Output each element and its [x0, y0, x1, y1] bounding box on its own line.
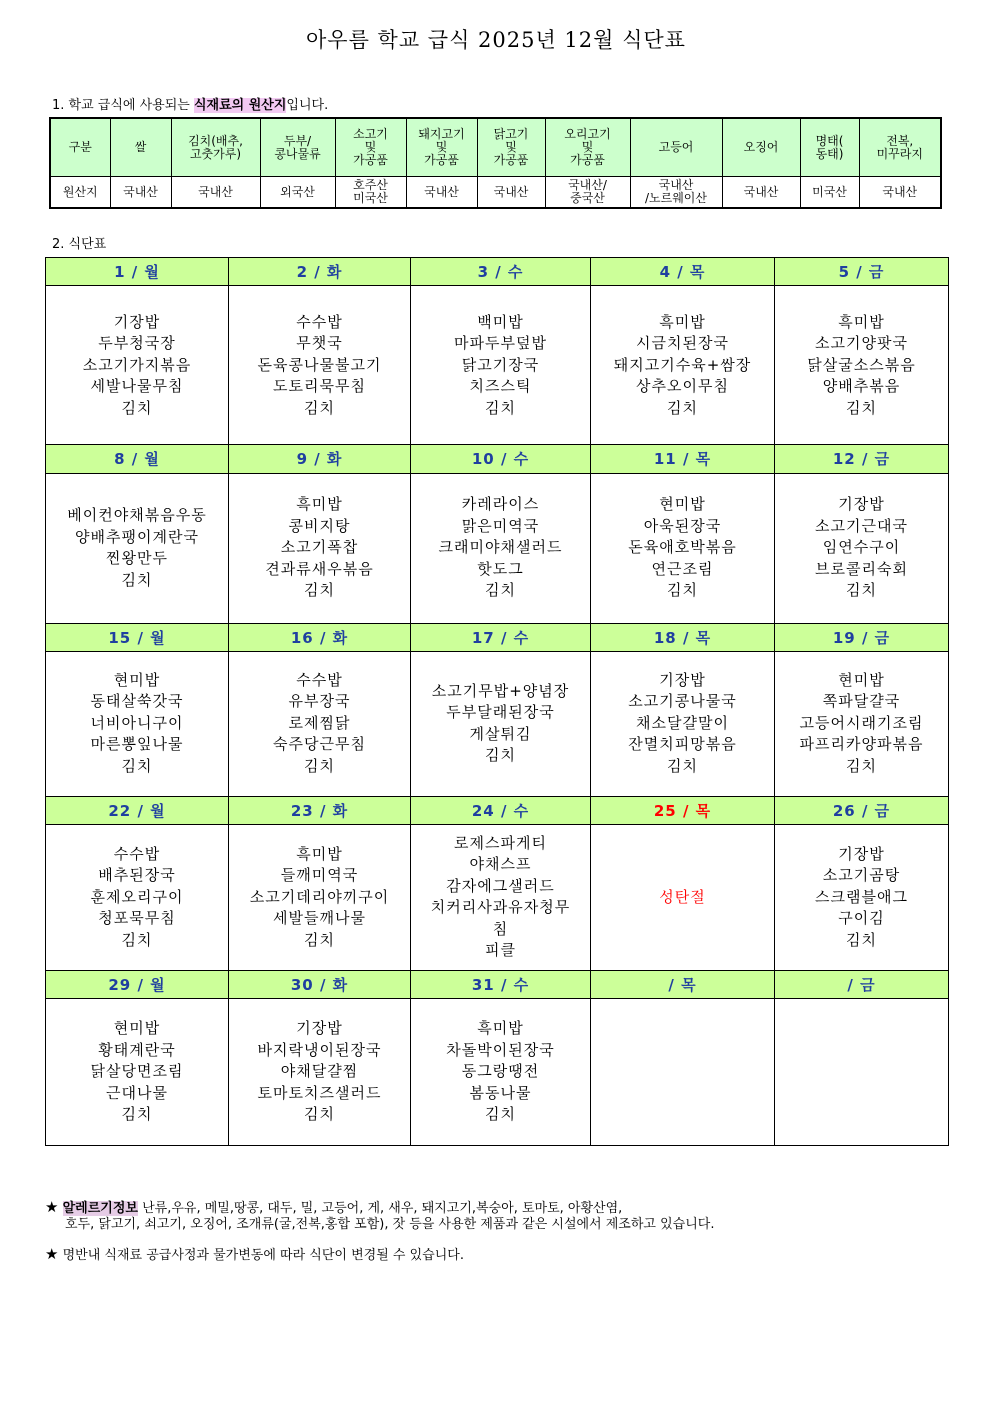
allergy-label: 알레르기정보 — [62, 1201, 138, 1216]
origin-value-cell: 국내산 — [406, 177, 477, 209]
menu-item: 로제찜닭 — [288, 713, 351, 732]
origin-heading-prefix: 1. 학교 급식에 사용되는 — [52, 98, 194, 113]
menu-cell — [229, 824, 411, 970]
menu-item: 소고기폭찹 — [280, 538, 359, 557]
menu-item: 너비아니구이 — [90, 713, 184, 732]
day-label: 30 / 화 — [229, 970, 411, 998]
menu-cell — [591, 824, 775, 970]
menu-item: 현미밥 — [838, 670, 885, 689]
menu-item: 김치 — [304, 756, 335, 775]
menu-item: 양배추팽이계란국 — [75, 527, 199, 546]
day-label: 29 / 월 — [46, 970, 229, 998]
menu-item: 기장밥 — [113, 312, 161, 331]
origin-value-cell: 국내산 /노르웨이산 — [630, 177, 722, 209]
menu-item: 게살튀김 — [469, 724, 532, 743]
origin-value-cell: 국내산 — [859, 177, 941, 209]
menu-item: 수수밥 — [296, 312, 343, 331]
menu-row — [46, 286, 949, 445]
day-label: 12 / 금 — [775, 445, 949, 473]
menu-item: 김치 — [846, 581, 877, 600]
page-title: 아우름 학교 급식 2025년 12월 식단표 — [306, 28, 686, 52]
origin-heading-highlight: 식재료의 원산지 — [193, 98, 287, 113]
menu-item: 채소달걀말이 — [636, 713, 729, 732]
menu-item: 임연수구이 — [822, 538, 901, 557]
menu-item: 마른뽕잎나물 — [90, 735, 184, 754]
day-label: 10 / 수 — [411, 445, 591, 473]
menu-item: 야채달걀찜 — [280, 1062, 359, 1081]
menu-cell — [229, 473, 411, 623]
menu-item: 흑미밥 — [838, 312, 885, 331]
day-label: 19 / 금 — [775, 623, 949, 651]
origin-value-cell: 국내산 — [110, 177, 171, 209]
day-label-row — [46, 796, 949, 824]
menu-item: 소고기가지볶음 — [82, 355, 192, 374]
menu-item: 피클 — [485, 941, 516, 960]
menu-item: 기장밥 — [659, 670, 706, 689]
origin-header-row — [50, 118, 941, 177]
allergy-note — [45, 1199, 714, 1233]
origin-value-cell: 국내산 — [171, 177, 260, 209]
origin-header-cell: 두부/ 콩나물류 — [260, 118, 335, 177]
menu-item: 김치 — [121, 398, 153, 417]
menu-item: 기장밥 — [838, 495, 885, 514]
origin-section-heading — [52, 94, 328, 113]
menu-item: 김치 — [121, 930, 153, 949]
origin-header-cell: 오징어 — [722, 118, 800, 177]
day-label: 9 / 화 — [229, 445, 411, 473]
menu-item: 소고기근대국 — [815, 516, 908, 535]
day-label: / 금 — [775, 970, 949, 998]
menu-item: 김치 — [846, 398, 877, 417]
menu-cell — [775, 824, 949, 970]
origin-value-row — [50, 177, 941, 209]
menu-item: 브로콜리숙회 — [815, 559, 908, 578]
origin-header-cell: 쌀 — [110, 118, 171, 177]
menu-item: 치커리사과유자청무 침 — [430, 898, 571, 938]
menu-item: 훈제오리구이 — [90, 887, 184, 906]
menu-row — [46, 651, 949, 796]
menu-item: 김치 — [121, 570, 153, 589]
menu-item: 돼지고기수육+쌈장 — [613, 355, 752, 374]
menu-item: 김치 — [304, 1105, 335, 1124]
origin-header-cell: 김치(배추, 고춧가루) — [171, 118, 260, 177]
day-label: 2 / 화 — [229, 258, 411, 286]
menu-item: 차돌박이된장국 — [446, 1040, 555, 1059]
menu-table — [45, 257, 949, 1146]
star-icon: ★ — [45, 1198, 59, 1216]
menu-item: 봄동나물 — [469, 1083, 532, 1102]
menu-item: 시금치된장국 — [636, 334, 729, 353]
menu-item: 카레라이스 — [461, 495, 540, 514]
origin-header-cell: 구분 — [50, 118, 110, 177]
menu-item: 잔멸치피망볶음 — [628, 735, 737, 754]
origin-value-cell: 국내산/ 중국산 — [545, 177, 630, 209]
menu-item: 스크램블애그 — [815, 887, 908, 906]
menu-section-heading: 2. 식단표 — [52, 237, 107, 252]
menu-item: 두부달래된장국 — [446, 703, 555, 722]
menu-item: 마파두부덮밥 — [454, 334, 547, 353]
menu-item: 김치 — [485, 581, 516, 600]
menu-item: 핫도그 — [477, 559, 524, 578]
menu-item: 들깨미역국 — [280, 866, 359, 885]
menu-item: 맑은미역국 — [461, 516, 540, 535]
menu-cell — [229, 999, 411, 1146]
menu-item: 김치 — [846, 756, 877, 775]
menu-cell — [591, 651, 775, 796]
menu-cell — [46, 286, 229, 445]
day-label: 23 / 화 — [229, 796, 411, 824]
menu-item: 두부청국장 — [98, 334, 176, 353]
day-label-row — [46, 445, 949, 473]
menu-item: 돈육애호박볶음 — [628, 538, 737, 557]
day-label-row — [46, 623, 949, 651]
menu-item: 소고기양팟국 — [815, 334, 908, 353]
menu-item: 구이김 — [838, 909, 885, 928]
menu-item: 김치 — [121, 1105, 153, 1124]
menu-cell — [411, 651, 591, 796]
day-label: 18 / 목 — [591, 623, 775, 651]
menu-item: 김치 — [304, 581, 335, 600]
menu-item: 소고기콩나물국 — [628, 692, 737, 711]
menu-cell — [46, 651, 229, 796]
origin-value-cell: 미국산 — [800, 177, 859, 209]
menu-item: 김치 — [667, 756, 698, 775]
menu-item: 야채스프 — [469, 855, 532, 874]
menu-item: 닭살굴소스볶음 — [807, 355, 916, 374]
menu-item: 유부장국 — [288, 692, 351, 711]
menu-item: 닭고기장국 — [461, 355, 540, 374]
menu-item: 기장밥 — [838, 844, 885, 863]
menu-item: 고등어시래기조림 — [799, 713, 924, 732]
day-label: 17 / 수 — [411, 623, 591, 651]
day-label: 24 / 수 — [411, 796, 591, 824]
menu-item: 콩비지탕 — [288, 516, 351, 535]
menu-item: 찐왕만두 — [106, 549, 168, 568]
menu-item: 수수밥 — [113, 844, 161, 863]
menu-item: 로제스파게티 — [454, 833, 547, 852]
menu-cell — [775, 473, 949, 623]
menu-cell — [411, 286, 591, 445]
origin-value-cell: 외국산 — [260, 177, 335, 209]
menu-item: 감자에그샐러드 — [446, 876, 555, 895]
menu-item: 흑미밥 — [659, 312, 706, 331]
origin-header-cell: 고등어 — [630, 118, 722, 177]
menu-item: 쪽파달걀국 — [822, 692, 901, 711]
origin-header-cell: 전복, 미꾸라지 — [859, 118, 941, 177]
menu-cell — [46, 824, 229, 970]
menu-item: 김치 — [846, 930, 877, 949]
menu-item: 상추오이무침 — [636, 377, 729, 396]
origin-header-cell: 명태( 동태) — [800, 118, 859, 177]
menu-item: 현미밥 — [659, 495, 706, 514]
origin-value-cell: 국내산 — [477, 177, 545, 209]
day-label-row — [46, 970, 949, 998]
menu-item: 숙주당근무침 — [273, 735, 366, 754]
menu-cell — [411, 999, 591, 1146]
menu-item: 아욱된장국 — [643, 516, 722, 535]
menu-item: 흑미밥 — [477, 1019, 524, 1038]
menu-item: 소고기곰탕 — [822, 866, 901, 885]
menu-row — [46, 473, 949, 623]
day-label: 11 / 목 — [591, 445, 775, 473]
menu-item: 동그랑땡전 — [461, 1062, 540, 1081]
menu-item: 김치 — [485, 746, 516, 765]
menu-item: 김치 — [304, 398, 335, 417]
menu-item: 기장밥 — [296, 1019, 343, 1038]
menu-item: 세발들깨나물 — [273, 909, 366, 928]
menu-item: 김치 — [485, 1105, 516, 1124]
allergy-line1: 난류,우유, 메밀,땅콩, 대두, 밀, 고등어, 게, 새우, 돼지고기,복숭아, 토마토, 아황산염, — [137, 1201, 623, 1216]
menu-item: 연근조림 — [651, 559, 714, 578]
menu-row — [46, 999, 949, 1146]
menu-item: 김치 — [304, 930, 335, 949]
menu-item: 양배추볶음 — [822, 377, 901, 396]
menu-cell — [46, 473, 229, 623]
day-label: 5 / 금 — [775, 258, 949, 286]
day-label: 26 / 금 — [775, 796, 949, 824]
menu-item: 김치 — [485, 398, 516, 417]
menu-item: 김치 — [667, 581, 698, 600]
day-label: 25 / 목 — [591, 796, 775, 824]
menu-item: 흑미밥 — [296, 495, 343, 514]
menu-item: 돈육콩나물불고기 — [257, 355, 382, 374]
day-label: / 목 — [591, 970, 775, 998]
menu-item: 김치 — [667, 398, 698, 417]
menu-item: 소고기무밥+양념장 — [431, 681, 570, 700]
menu-cell — [229, 651, 411, 796]
day-label: 8 / 월 — [46, 445, 229, 473]
menu-item: 무챗국 — [296, 334, 343, 353]
menu-item: 동태살쑥갓국 — [90, 692, 184, 711]
origin-value-cell: 원산지 — [50, 177, 110, 209]
menu-cell — [229, 286, 411, 445]
day-label: 1 / 월 — [46, 258, 229, 286]
menu-cell — [775, 999, 949, 1146]
day-label: 4 / 목 — [591, 258, 775, 286]
menu-item: 흑미밥 — [296, 844, 343, 863]
day-label: 16 / 화 — [229, 623, 411, 651]
origin-header-cell: 오리고기 및 가공품 — [545, 118, 630, 177]
day-label: 3 / 수 — [411, 258, 591, 286]
day-label: 15 / 월 — [46, 623, 229, 651]
menu-item: 김치 — [121, 756, 153, 775]
menu-item: 견과류새우볶음 — [265, 559, 374, 578]
origin-value-cell: 국내산 — [722, 177, 800, 209]
origin-header-cell: 닭고기 및 가공품 — [477, 118, 545, 177]
menu-item: 배추된장국 — [98, 866, 176, 885]
change-note-text: 명반내 식재료 공급사정과 물가변동에 따라 식단이 변경될 수 있습니다. — [58, 1248, 464, 1263]
menu-item: 베이컨야채볶음우동 — [67, 506, 207, 525]
menu-item: 청포묵무침 — [98, 909, 176, 928]
menu-item: 닭살당면조림 — [90, 1062, 184, 1081]
star-icon: ★ — [45, 1245, 59, 1263]
holiday-label: 성탄절 — [659, 887, 706, 906]
menu-cell — [46, 999, 229, 1146]
menu-row — [46, 824, 949, 970]
origin-header-cell: 소고기 및 가공품 — [335, 118, 406, 177]
menu-item: 파프리카양파볶음 — [799, 735, 924, 754]
menu-item: 수수밥 — [296, 670, 343, 689]
menu-cell — [775, 651, 949, 796]
menu-cell — [591, 999, 775, 1146]
menu-item: 세발나물무침 — [90, 377, 184, 396]
origin-value-cell: 호주산 미국산 — [335, 177, 406, 209]
menu-item: 황태계란국 — [98, 1040, 176, 1059]
menu-item: 현미밥 — [113, 670, 161, 689]
menu-item: 바지락냉이된장국 — [257, 1040, 382, 1059]
day-label: 22 / 월 — [46, 796, 229, 824]
day-label: 31 / 수 — [411, 970, 591, 998]
menu-item: 토마토치즈샐러드 — [257, 1083, 382, 1102]
day-label-row — [46, 258, 949, 286]
origin-heading-suffix: 입니다. — [286, 98, 329, 113]
menu-item: 소고기데리야끼구이 — [249, 887, 390, 906]
menu-cell — [775, 286, 949, 445]
menu-item: 현미밥 — [113, 1019, 161, 1038]
menu-item: 크래미야채샐러드 — [438, 538, 563, 557]
menu-item: 도토리묵무침 — [273, 377, 366, 396]
menu-cell — [411, 473, 591, 623]
change-note — [45, 1244, 464, 1263]
menu-item: 치즈스틱 — [469, 377, 532, 396]
menu-cell — [411, 824, 591, 970]
origin-table — [49, 117, 942, 209]
menu-cell — [591, 286, 775, 445]
menu-cell — [591, 473, 775, 623]
menu-item: 근대나물 — [106, 1083, 168, 1102]
origin-header-cell: 돼지고기 및 가공품 — [406, 118, 477, 177]
menu-item: 백미밥 — [477, 312, 524, 331]
allergy-line2: 호두, 닭고기, 쇠고기, 오징어, 조개류(굴,전복,홍합 포함), 잣 등을 사용한 제품과 같은 시설에서 제조하고 있습니다. — [65, 1217, 715, 1232]
